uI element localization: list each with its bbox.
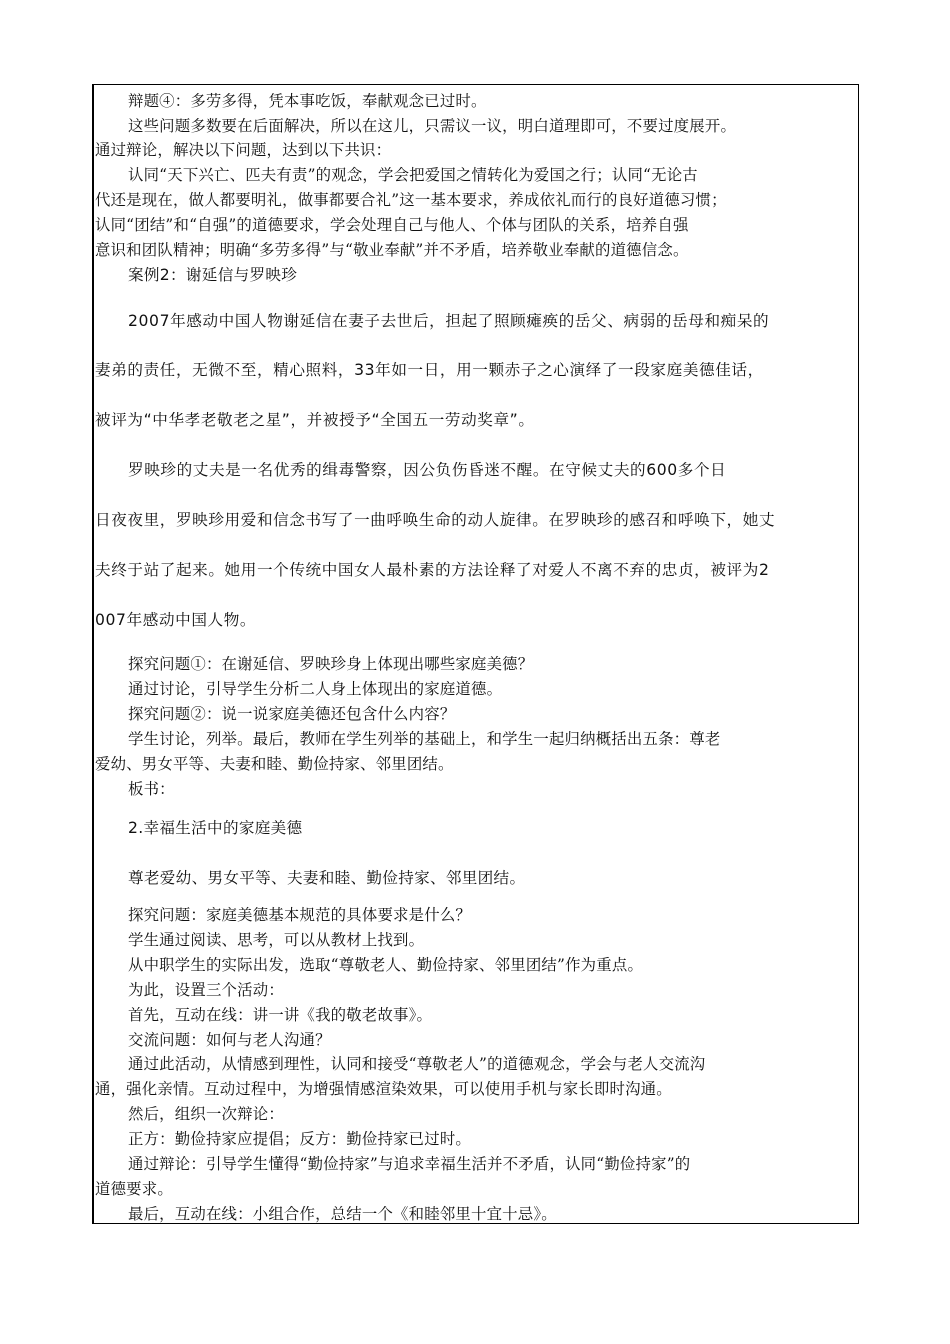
text-line: 认同“天下兴亡、匹夫有责”的观念，学会把爱国之情转化为爱国之行；认同“无论古 (128, 166, 698, 184)
text-line: 首先，互动在线：讲一讲《我的敬老故事》。 (128, 1006, 433, 1024)
text-line: 学生讨论，列举。最后，教师在学生列举的基础上，和学生一起归纳概括出五条：尊老 (128, 730, 721, 748)
text-line: 板书： (128, 780, 175, 798)
text-line: 意识和团队精神；明确“多劳多得”与“敬业奉献”并不矛盾，培养敬业奉献的道德信念。 (95, 241, 689, 259)
text-line: 代还是现在，做人都要明礼，做事都要合礼”这一基本要求，养成依礼而行的良好道德习惯； (95, 191, 727, 209)
board-heading: 2.幸福生活中的家庭美德 (128, 819, 303, 837)
text-line: 夫终于站了起来。她用一个传统中国女人最朴素的方法诠释了对爱人不离不弃的忠贞，被评为2 (95, 561, 770, 579)
text-line: 认同“团结”和“自强”的道德要求，学会处理自己与他人、个体与团队的关系，培养自强 (95, 216, 689, 234)
text-line: 正方：勤俭持家应提倡；反方：勤俭持家已过时。 (128, 1130, 471, 1148)
text-line: 探究问题①：在谢延信、罗映珍身上体现出哪些家庭美德？ (128, 655, 534, 673)
text-line: 探究问题②：说一说家庭美德还包含什么内容？ (128, 705, 456, 723)
text-line: 罗映珍的丈夫是一名优秀的缉毒警察，因公负伤昏迷不醒。在守候丈夫的600多个日 (128, 461, 727, 479)
text-line: 通过辩论，解决以下问题，达到以下共识： (95, 141, 392, 159)
text-line: 这些问题多数要在后面解决，所以在这儿，只需议一议，明白道理即可，不要过度展开。 (128, 117, 737, 135)
text-line: 被评为“中华孝老敬老之星”，并被授予“全国五一劳动奖章”。 (95, 411, 535, 429)
text-line: 通过辩论：引导学生懂得“勤俭持家”与追求幸福生活并不矛盾，认同“勤俭持家”的 (128, 1155, 691, 1173)
text-line: 妻弟的责任，无微不至，精心照料，33年如一日，用一颗赤子之心演绎了一段家庭美德佳话， (95, 361, 764, 379)
text-line: 辩题④：多劳多得，凭本事吃饭，奉献观念已过时。 (128, 92, 487, 110)
text-line: 通过此活动，从情感到理性，认同和接受“尊敬老人”的道德观念，学会与老人交流沟 (128, 1055, 706, 1073)
text-line: 最后，互动在线：小组合作，总结一个《和睦邻里十宜十忌》。 (128, 1205, 557, 1223)
text-line: 道德要求。 (95, 1180, 173, 1198)
text-line: 然后，组织一次辩论： (128, 1105, 284, 1123)
text-line: 学生通过阅读、思考，可以从教材上找到。 (128, 931, 425, 949)
text-line: 从中职学生的实际出发，选取“尊敬老人、勤俭持家、邻里团结”作为重点。 (128, 956, 644, 974)
text-line: 为此，设置三个活动： (128, 981, 284, 999)
text-line: 通，强化亲情。互动过程中，为增强情感渲染效果，可以使用手机与家长即时沟通。 (95, 1080, 672, 1098)
text-line: 通过讨论，引导学生分析二人身上体现出的家庭道德。 (128, 680, 503, 698)
text-line: 探究问题：家庭美德基本规范的具体要求是什么？ (128, 906, 471, 924)
text-line: 交流问题：如何与老人沟通？ (128, 1031, 331, 1049)
text-line: 2007年感动中国人物谢延信在妻子去世后，担起了照顾瘫痪的岳父、病弱的岳母和痴呆的 (128, 312, 770, 330)
board-text: 尊老爱幼、男女平等、夫妻和睦、勤俭持家、邻里团结。 (128, 869, 526, 887)
text-line: 爱幼、男女平等、夫妻和睦、勤俭持家、邻里团结。 (95, 755, 454, 773)
text-line: 007年感动中国人物。 (95, 611, 257, 629)
case-heading: 案例2：谢延信与罗映珍 (128, 266, 298, 284)
text-line: 日夜夜里，罗映珍用爱和信念书写了一曲呼唤生命的动人旋律。在罗映珍的感召和呼唤下，她丈 (95, 511, 776, 529)
